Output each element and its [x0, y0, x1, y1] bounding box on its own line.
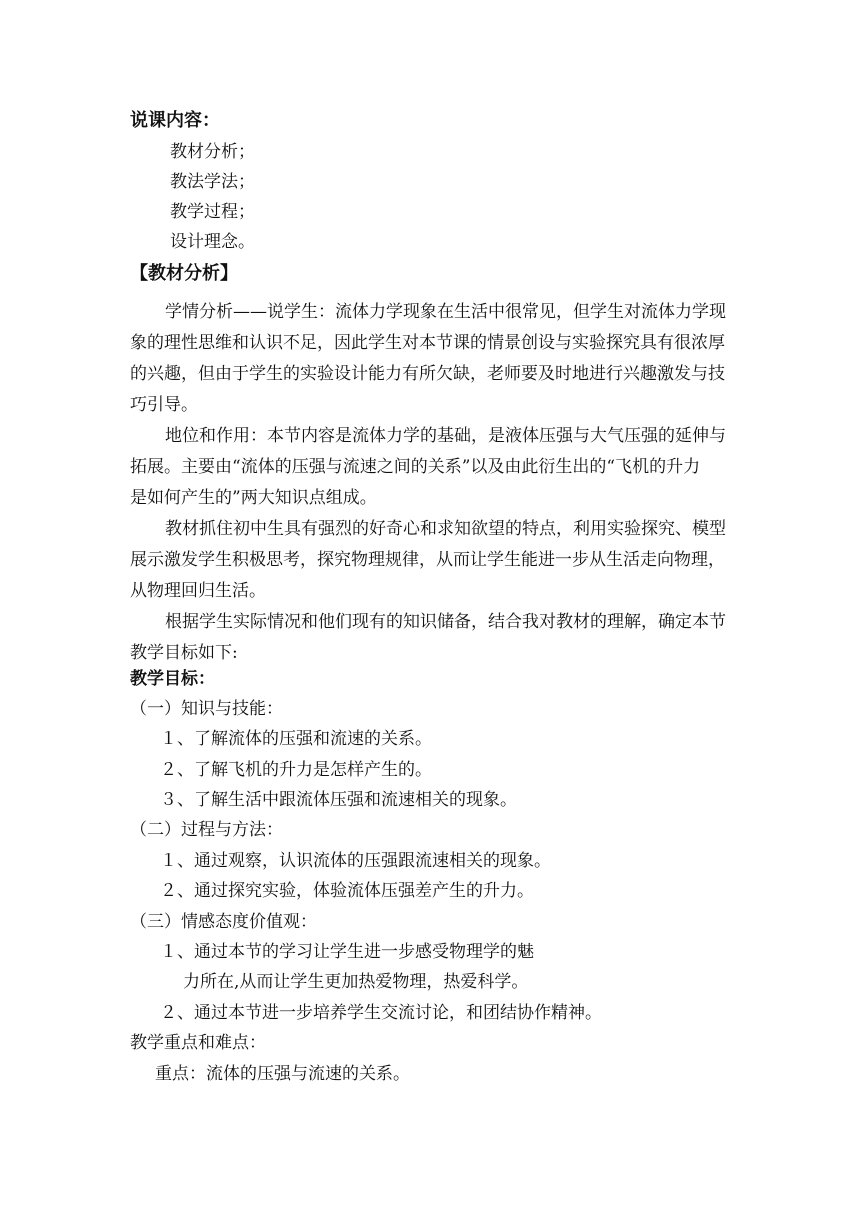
section-title: 【教材分析】 [130, 263, 238, 284]
goal-item: １、通过本节的学习让学生进一步感受物理学的魅 [160, 942, 534, 962]
goal-group-heading: （一）知识与技能： [130, 699, 283, 719]
paragraph-line: 象的理性思维和认识不足，因此学生对本节课的情景创设与实验探究具有很浓厚 [130, 333, 725, 353]
paragraph-line: 拓展。主要由“流体的压强与流速之间的关系”以及由此衍生出的“飞机的升力 [130, 457, 701, 477]
outline-title: 说课内容： [130, 110, 220, 131]
goal-item: ２、了解飞机的升力是怎样产生的。 [160, 760, 432, 780]
outline-item: 教法学法； [170, 172, 255, 192]
keypoints-focus: 重点：流体的压强与流速的关系。 [155, 1064, 410, 1084]
goal-item: ２、通过本节进一步培养学生交流讨论，和团结协作精神。 [160, 1003, 602, 1023]
paragraph-line: 是如何产生的”两大知识点组成。 [130, 488, 377, 508]
goal-group-heading: （三）情感态度价值观： [130, 912, 317, 932]
goal-item: １、了解流体的压强和流速的关系。 [160, 729, 432, 749]
goal-group-heading: （二）过程与方法： [130, 820, 283, 840]
paragraph-line: 地位和作用：本节内容是流体力学的基础，是液体压强与大气压强的延伸与 [165, 426, 726, 446]
goals-title: 教学目标： [130, 669, 215, 689]
goal-item: １、通过观察，认识流体的压强跟流速相关的现象。 [160, 851, 551, 871]
paragraph-line: 的兴趣，但由于学生的实验设计能力有所欠缺，老师要及时地进行兴趣激发与技 [130, 364, 725, 384]
outline-item: 教材分析； [170, 142, 255, 162]
paragraph-line: 教材抓住初中生具有强烈的好奇心和求知欲望的特点，利用实验探究、模型 [165, 519, 726, 539]
paragraph-line: 学情分析——说学生：流体力学现象在生活中很常见，但学生对流体力学现 [165, 302, 726, 322]
paragraph-line: 从物理回归生活。 [130, 581, 266, 601]
paragraph-line: 展示激发学生积极思考，探究物理规律，从而让学生能进一步从生活走向物理， [130, 550, 725, 570]
outline-item: 教学过程； [170, 202, 255, 222]
goal-item: ２、通过探究实验，体验流体压强差产生的升力。 [160, 881, 534, 901]
outline-item: 设计理念。 [170, 232, 255, 252]
paragraph-line: 根据学生实际情况和他们现有的知识储备，结合我对教材的理解，确定本节 [165, 612, 726, 632]
goal-item: ３、了解生活中跟流体压强和流速相关的现象。 [160, 790, 517, 810]
goal-item-continued: 力所在,从而让学生更加热爱物理，热爱科学。 [183, 972, 529, 992]
paragraph-line: 教学目标如下: [130, 643, 238, 663]
paragraph-line: 巧引导。 [130, 395, 198, 415]
keypoints-title: 教学重点和难点： [130, 1033, 266, 1053]
